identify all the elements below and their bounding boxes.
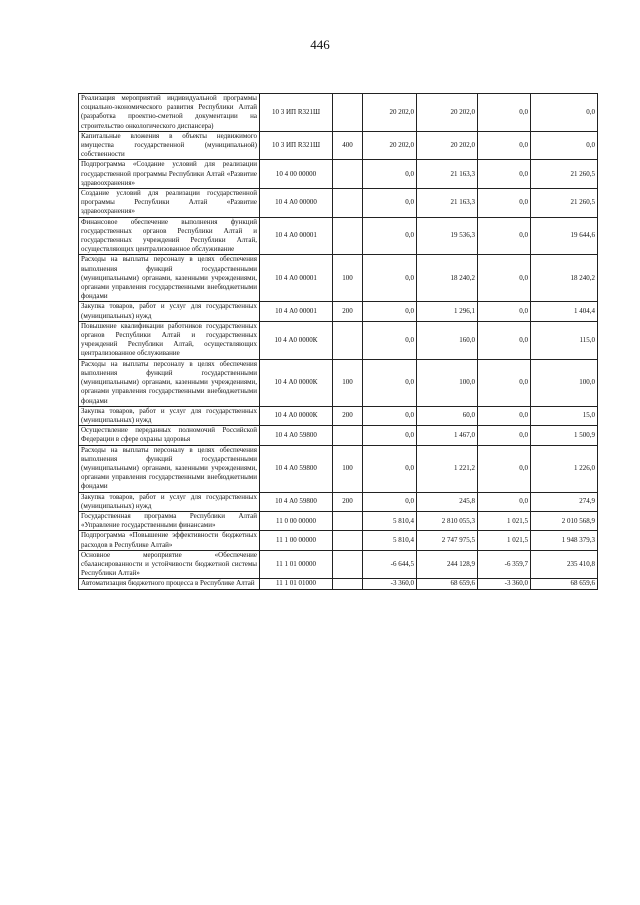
table-row xyxy=(79,255,598,302)
expense-type-cell xyxy=(333,160,363,189)
expense-type-cell: 200 xyxy=(333,302,363,321)
target-code-cell: 10 4 А0 00001 xyxy=(260,217,333,255)
table-row xyxy=(79,217,598,255)
value-col4-cell: 68 659,6 xyxy=(531,579,598,589)
value-col4-cell: 18 240,2 xyxy=(531,255,598,302)
value-col1-cell: 0,0 xyxy=(363,255,417,302)
target-code-cell: 10 4 А0 0000К xyxy=(260,406,333,425)
target-code-cell: 10 3 ИП R321Ш xyxy=(260,94,333,132)
value-col3-cell: -3 360,0 xyxy=(478,579,531,589)
expense-name-cell: Государственная программа Республики Алтай «Управление государственными финансами» xyxy=(79,511,260,530)
expense-name-cell: Повышение квалификации работников государственных органов Республики Алтай и государственных учреждений Республики Алтай, осуществляющих централизованное обслуживание xyxy=(79,321,260,359)
value-col3-cell: 0,0 xyxy=(478,217,531,255)
budget-table xyxy=(78,93,598,590)
value-col3-cell: 0,0 xyxy=(478,189,531,218)
expense-name-cell: Основное мероприятие «Обеспечение сбалансированности и устойчивости бюджетной системы Республики Алтай» xyxy=(79,550,260,579)
value-col1-cell: 0,0 xyxy=(363,302,417,321)
value-col2-cell: 100,0 xyxy=(417,359,478,406)
value-col1-cell: -3 360,0 xyxy=(363,579,417,589)
target-code-cell: 10 3 ИП R321Ш xyxy=(260,131,333,160)
value-col3-cell: 0,0 xyxy=(478,445,531,492)
value-col3-cell: 1 021,5 xyxy=(478,511,531,530)
value-col2-cell: 21 163,3 xyxy=(417,189,478,218)
expense-name-cell: Капитальные вложения в объекты недвижимого имущества государственной (муниципальной) собственности xyxy=(79,131,260,160)
value-col1-cell: 5 810,4 xyxy=(363,531,417,550)
target-code-cell: 10 4 А0 59800 xyxy=(260,426,333,445)
value-col3-cell: 0,0 xyxy=(478,426,531,445)
value-col2-cell: 21 163,3 xyxy=(417,160,478,189)
value-col4-cell: 1 948 379,3 xyxy=(531,531,598,550)
table-row xyxy=(79,550,598,579)
value-col4-cell: 19 644,6 xyxy=(531,217,598,255)
expense-name-cell: Финансовое обеспечение выполнения функций государственных органов Республики Алтай и государственных учреждений Республики Алтай, осуществляющих централизованное обслуживание xyxy=(79,217,260,255)
value-col2-cell: 160,0 xyxy=(417,321,478,359)
expense-type-cell: 200 xyxy=(333,492,363,511)
value-col1-cell: 0,0 xyxy=(363,321,417,359)
target-code-cell: 10 4 А0 59800 xyxy=(260,445,333,492)
value-col3-cell: 0,0 xyxy=(478,492,531,511)
expense-name-cell: Закупка товаров, работ и услуг для государственных (муниципальных) нужд xyxy=(79,406,260,425)
value-col3-cell: 0,0 xyxy=(478,255,531,302)
expense-type-cell xyxy=(333,550,363,579)
value-col3-cell: 0,0 xyxy=(478,94,531,132)
expense-name-cell: Закупка товаров, работ и услуг для государственных (муниципальных) нужд xyxy=(79,492,260,511)
value-col3-cell: -6 359,7 xyxy=(478,550,531,579)
target-code-cell: 11 0 00 00000 xyxy=(260,511,333,530)
value-col3-cell: 0,0 xyxy=(478,302,531,321)
expense-name-cell: Реализация мероприятий индивидуальной программы социально-экономического развития Республики Алтай (разработка проектно-сметной документации на строительство онкологического диспансера) xyxy=(79,94,260,132)
table-row xyxy=(79,426,598,445)
value-col4-cell: 0,0 xyxy=(531,131,598,160)
value-col1-cell: 5 810,4 xyxy=(363,511,417,530)
value-col1-cell: 0,0 xyxy=(363,445,417,492)
value-col2-cell: 1 296,1 xyxy=(417,302,478,321)
value-col4-cell: 21 260,5 xyxy=(531,189,598,218)
value-col2-cell: 60,0 xyxy=(417,406,478,425)
expense-type-cell: 100 xyxy=(333,255,363,302)
table-row xyxy=(79,579,598,589)
value-col4-cell: 1 404,4 xyxy=(531,302,598,321)
value-col1-cell: 0,0 xyxy=(363,492,417,511)
value-col1-cell: 20 202,0 xyxy=(363,131,417,160)
value-col2-cell: 19 536,3 xyxy=(417,217,478,255)
table-row xyxy=(79,189,598,218)
value-col2-cell: 2 810 055,3 xyxy=(417,511,478,530)
value-col1-cell: 0,0 xyxy=(363,426,417,445)
expense-type-cell xyxy=(333,94,363,132)
table-row xyxy=(79,492,598,511)
target-code-cell: 11 1 01 00000 xyxy=(260,550,333,579)
value-col2-cell: 245,8 xyxy=(417,492,478,511)
target-code-cell: 11 1 00 00000 xyxy=(260,531,333,550)
table-row xyxy=(79,94,598,132)
table-row xyxy=(79,406,598,425)
value-col2-cell: 244 128,9 xyxy=(417,550,478,579)
value-col4-cell: 1 226,0 xyxy=(531,445,598,492)
value-col2-cell: 68 659,6 xyxy=(417,579,478,589)
table-row xyxy=(79,302,598,321)
value-col2-cell: 18 240,2 xyxy=(417,255,478,302)
value-col1-cell: -6 644,5 xyxy=(363,550,417,579)
value-col4-cell: 2 010 568,9 xyxy=(531,511,598,530)
table-row xyxy=(79,359,598,406)
page-number: 446 xyxy=(310,37,330,52)
target-code-cell: 10 4 А0 59800 xyxy=(260,492,333,511)
value-col4-cell: 100,0 xyxy=(531,359,598,406)
expense-type-cell: 100 xyxy=(333,359,363,406)
expense-type-cell: 400 xyxy=(333,131,363,160)
value-col1-cell: 0,0 xyxy=(363,217,417,255)
value-col1-cell: 0,0 xyxy=(363,160,417,189)
target-code-cell: 10 4 А0 0000К xyxy=(260,359,333,406)
value-col3-cell: 0,0 xyxy=(478,406,531,425)
expense-name-cell: Расходы на выплаты персоналу в целях обеспечения выполнения функций государственными (муниципальными) органами, казенными учреждениями, органами управления государственными внебюджетными фондами xyxy=(79,359,260,406)
value-col3-cell: 0,0 xyxy=(478,321,531,359)
value-col3-cell: 0,0 xyxy=(478,160,531,189)
table-row xyxy=(79,131,598,160)
expense-type-cell xyxy=(333,321,363,359)
value-col3-cell: 0,0 xyxy=(478,131,531,160)
expense-name-cell: Расходы на выплаты персоналу в целях обеспечения выполнения функций государственными (муниципальными) органами, казенными учреждениями, органами управления государственными внебюджетными фондами xyxy=(79,255,260,302)
value-col2-cell: 1 221,2 xyxy=(417,445,478,492)
value-col3-cell: 1 021,5 xyxy=(478,531,531,550)
expense-type-cell xyxy=(333,579,363,589)
expense-name-cell: Подпрограмма «Создание условий для реализации государственной программы Республики Алтай «Развитие здравоохранения» xyxy=(79,160,260,189)
expense-type-cell xyxy=(333,426,363,445)
value-col1-cell: 20 202,0 xyxy=(363,94,417,132)
expense-name-cell: Подпрограмма «Повышение эффективности бюджетных расходов в Республике Алтай» xyxy=(79,531,260,550)
target-code-cell: 10 4 00 00000 xyxy=(260,160,333,189)
table-row xyxy=(79,445,598,492)
value-col1-cell: 0,0 xyxy=(363,359,417,406)
expense-type-cell: 200 xyxy=(333,406,363,425)
target-code-cell: 10 4 А0 00001 xyxy=(260,255,333,302)
value-col4-cell: 21 260,5 xyxy=(531,160,598,189)
expense-type-cell xyxy=(333,189,363,218)
expense-name-cell: Расходы на выплаты персоналу в целях обеспечения выполнения функций государственными (муниципальными) органами, казенными учреждениями, органами управления государственными внебюджетными фондами xyxy=(79,445,260,492)
table-row xyxy=(79,321,598,359)
value-col4-cell: 15,0 xyxy=(531,406,598,425)
expense-type-cell xyxy=(333,531,363,550)
value-col2-cell: 20 202,0 xyxy=(417,131,478,160)
expense-type-cell xyxy=(333,217,363,255)
value-col4-cell: 0,0 xyxy=(531,94,598,132)
table-row xyxy=(79,531,598,550)
value-col2-cell: 1 467,0 xyxy=(417,426,478,445)
target-code-cell: 10 4 А0 00000 xyxy=(260,189,333,218)
value-col2-cell: 2 747 975,5 xyxy=(417,531,478,550)
expense-type-cell: 100 xyxy=(333,445,363,492)
value-col3-cell: 0,0 xyxy=(478,359,531,406)
value-col4-cell: 235 410,8 xyxy=(531,550,598,579)
table-row xyxy=(79,511,598,530)
value-col1-cell: 0,0 xyxy=(363,189,417,218)
value-col1-cell: 0,0 xyxy=(363,406,417,425)
target-code-cell: 10 4 А0 00001 xyxy=(260,302,333,321)
value-col4-cell: 115,0 xyxy=(531,321,598,359)
table-row xyxy=(79,160,598,189)
expense-name-cell: Осуществление переданных полномочий Российской Федерации в сфере охраны здоровья xyxy=(79,426,260,445)
expense-name-cell: Автоматизация бюджетного процесса в Республике Алтай xyxy=(79,579,260,589)
value-col4-cell: 274,9 xyxy=(531,492,598,511)
target-code-cell: 11 1 01 01000 xyxy=(260,579,333,589)
expense-type-cell xyxy=(333,511,363,530)
expense-name-cell: Закупка товаров, работ и услуг для государственных (муниципальных) нужд xyxy=(79,302,260,321)
value-col4-cell: 1 500,9 xyxy=(531,426,598,445)
target-code-cell: 10 4 А0 0000К xyxy=(260,321,333,359)
value-col2-cell: 20 202,0 xyxy=(417,94,478,132)
expense-name-cell: Создание условий для реализации государственной программы Республики Алтай «Развитие здравоохранения» xyxy=(79,189,260,218)
